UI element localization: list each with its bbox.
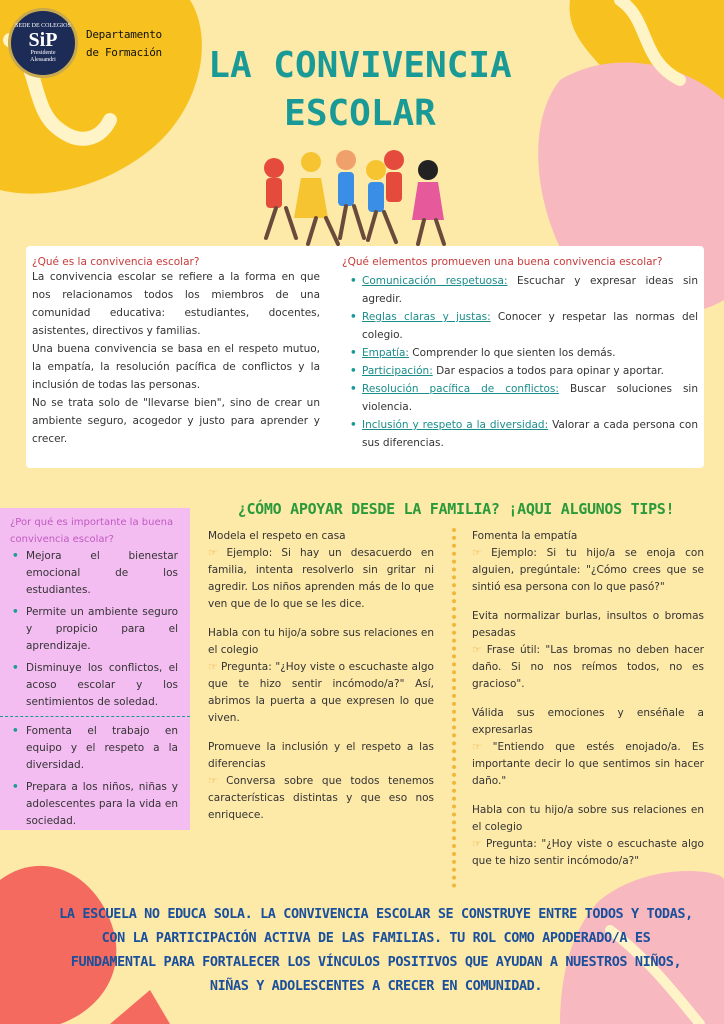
tip-body: [472, 642, 704, 693]
element-text: Valorar a cada persona con sus diferencias.: [362, 419, 698, 449]
list-item: [342, 308, 698, 344]
tip-heading: Modela el respeto en casa: [208, 530, 346, 542]
logo-top-text: SEDE DE COLEGIOS: [15, 22, 71, 29]
element-term: Comunicación respetuosa:: [362, 275, 508, 287]
element-text: Comprender lo que sienten los demás.: [408, 347, 616, 359]
intro-section: [32, 256, 320, 448]
tip-body-text: Frase útil: "Las bromas no deben hacer daño. Si no nos reímos todos, no es gracioso".: [472, 644, 704, 690]
tip-item: [208, 739, 434, 824]
tip-body: [472, 836, 704, 870]
intro-question: ¿Qué es la convivencia escolar?: [32, 256, 200, 268]
title-line-1: LA CONVIVENCIA: [208, 45, 512, 86]
elements-question: ¿Qué elementos promueven una buena convivencia escolar?: [342, 256, 663, 268]
list-item: [342, 344, 698, 362]
element-text: Escuchar y expresar ideas sin agredir.: [362, 275, 698, 305]
intro-paragraph-1: La convivencia escolar se refiere a la forma en que nos relacionamos todos los miembros de una comunidad educativa: estudiantes, docentes, asistentes, directivos y familias.: [32, 271, 320, 337]
department-label: [86, 26, 162, 62]
divider: [0, 716, 190, 717]
tip-body-text: Conversa sobre que todos tenemos características distintas y que eso nos enriquece.: [208, 775, 434, 821]
pointing-hand-icon: ☞: [472, 547, 492, 559]
pointing-hand-icon: ☞: [472, 741, 493, 753]
tip-body-text: Ejemplo: Si hay un desacuerdo en familia, intenta resolverlo sin gritar ni agredir. Los niños aprenden más de lo que ven que de lo que se les dice.: [208, 547, 434, 610]
element-term: Reglas claras y justas:: [362, 311, 491, 323]
tip-item: [208, 528, 434, 613]
list-item: [342, 380, 698, 416]
tips-left-column: [208, 528, 434, 836]
tip-body: [472, 545, 704, 596]
list-item: [342, 272, 698, 308]
list-item: • Permite un ambiente seguro y propicio para el aprendizaje.: [10, 604, 178, 655]
tip-heading: Habla con tu hijo/a sobre sus relaciones en el colegio: [208, 627, 434, 656]
tip-heading: Válida sus emociones y enséñale a expresarlas: [472, 707, 704, 736]
importance-list-top: [0, 548, 190, 711]
list-item: [342, 416, 698, 452]
elements-section: [342, 256, 698, 452]
element-term: Participación:: [362, 365, 433, 377]
tip-body: [208, 659, 434, 727]
list-item: • Disminuye los conflictos, el acoso escolar y los sentimientos de soledad.: [10, 660, 178, 711]
title-line-2: ESCOLAR: [284, 93, 436, 134]
pointing-hand-icon: ☞: [208, 547, 227, 559]
tips-title: ¿CÓMO APOYAR DESDE LA FAMILIA? ¡AQUI ALGUNOS TIPS!: [237, 500, 675, 518]
pointing-hand-icon: ☞: [472, 644, 487, 656]
element-term: Empatía:: [362, 347, 409, 359]
tips-right-column: [472, 528, 704, 882]
department-line-1: Departamento: [86, 28, 162, 41]
tip-body: [472, 739, 704, 790]
logo-line-2: Alessandri: [30, 56, 56, 63]
element-text: Buscar soluciones sin violencia.: [362, 383, 698, 413]
element-text: Dar espacios a todos para opinar y aportar.: [432, 365, 664, 377]
list-item: • Prepara a los niños, niñas y adolescentes para la vida en sociedad.: [10, 779, 178, 830]
page-title: [160, 42, 560, 138]
element-text: Conocer y respetar las normas del colegio.: [362, 311, 698, 341]
tip-body: [208, 773, 434, 824]
tip-item: [472, 608, 704, 693]
elements-list: [342, 272, 698, 452]
tip-item: [472, 528, 704, 596]
school-logo: [8, 8, 78, 78]
dotted-divider: [452, 528, 458, 888]
pointing-hand-icon: ☞: [208, 661, 222, 673]
children-illustration: [256, 148, 456, 248]
list-item: • Mejora el bienestar emocional de los estudiantes.: [10, 548, 178, 599]
tip-item: [208, 625, 434, 727]
tip-item: [472, 802, 704, 870]
pointing-hand-icon: ☞: [472, 838, 487, 850]
list-item: • Fomenta el trabajo en equipo y el respeto a la diversidad.: [10, 723, 178, 774]
pointing-hand-icon: ☞: [208, 775, 227, 787]
importance-question: ¿Por qué es importante la buena convivencia escolar?: [10, 517, 174, 545]
tip-body-text: Pregunta: "¿Hoy viste o escuchaste algo que te hizo sentir incómodo/a?" Así, abrimos la puerta a que expresen lo que viven.: [208, 661, 434, 724]
tip-item: [472, 705, 704, 790]
footer-message: LA ESCUELA NO EDUCA SOLA. LA CONVIVENCIA ESCOLAR SE CONSTRUYE ENTRE TODOS Y TODAS, CON LA PARTICIPACIÓN ACTIVA DE LAS FAMILIAS. TU ROL COMO APODERADO/A ES FUNDAMENTAL PARA FORTALECER LOS VÍNCULOS POSITIVOS QUE AYUDAN A NUESTROS NIÑOS, NIÑAS Y ADOLESCENTES A CRECER EN COMUNIDAD.: [59, 906, 693, 994]
list-item: [342, 362, 698, 380]
element-term: Inclusión y respeto a la diversidad:: [362, 419, 549, 431]
tip-body-text: Ejemplo: Si tu hijo/a se enoja con alguien, pregúntale: "¿Cómo crees que se sintió esa persona con lo que pasó?": [472, 547, 704, 593]
logo-line-1: Presidente: [30, 49, 56, 56]
tip-body: [208, 545, 434, 613]
tip-heading: Evita normalizar burlas, insultos o bromas pesadas: [472, 610, 704, 639]
department-line-2: de Formación: [86, 46, 162, 59]
tip-heading: Habla con tu hijo/a sobre sus relaciones en el colegio: [472, 804, 704, 833]
element-term: Resolución pacífica de conflictos:: [362, 383, 559, 395]
importance-box: [0, 508, 190, 830]
tip-body-text: Pregunta: "¿Hoy viste o escuchaste algo que te hizo sentir incómodo/a?": [472, 838, 704, 867]
tip-body-text: "Entiendo que estés enojado/a. Es importante decir lo que sentimos sin hacer daño.": [472, 741, 704, 787]
tip-heading: Promueve la inclusión y el respeto a las diferencias: [208, 741, 434, 770]
importance-list-bottom: [0, 723, 190, 830]
tip-heading: Fomenta la empatía: [472, 530, 578, 542]
logo-main-text: SiP: [28, 28, 58, 51]
intro-paragraph-3: No se trata solo de "llevarse bien", sino de crear un ambiente seguro, acogedor y justo para aprender y crecer.: [32, 397, 320, 445]
intro-paragraph-2: Una buena convivencia se basa en el respeto mutuo, la empatía, la resolución pacífica de conflictos y la inclusión de todas las personas.: [32, 343, 320, 391]
